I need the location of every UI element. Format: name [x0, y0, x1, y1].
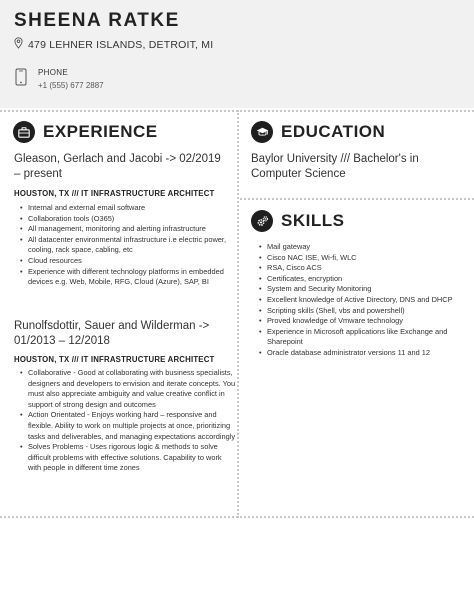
- list-item: • Mail gateway: [267, 242, 465, 253]
- experience-heading: [13, 121, 158, 143]
- list-item: • All management, monitoring and alerting infrastructure: [28, 224, 236, 235]
- list-item: • System and Security Monitoring: [267, 284, 465, 295]
- candidate-name: SHEENA RATKE: [14, 10, 180, 31]
- phone-label: PHONE: [38, 68, 68, 77]
- list-item: • Collaboration tools (O365): [28, 214, 236, 225]
- list-item: • Certificates, encryption: [267, 274, 465, 285]
- address-text: 479 LEHNER ISLANDS, DETROIT, MI: [28, 39, 214, 51]
- list-item: • Oracle database administrator versions 11 and 12: [267, 348, 465, 359]
- location-pin-icon: [14, 36, 23, 54]
- list-item: • All datacenter environmental infrastructure i.e electric power, cooling, rack space, cabling, etc: [28, 235, 236, 256]
- education-title: EDUCATION: [281, 122, 386, 141]
- divider-vertical: [237, 110, 239, 518]
- skills-heading: [251, 210, 344, 232]
- job-bullets-2: [18, 368, 236, 474]
- list-item: • Experience in Microsoft applications like Exchange and Sharepoint: [267, 327, 465, 348]
- list-item: • Excellent knowledge of Active Directory, DNS and DHCP: [267, 295, 465, 306]
- address-row: [14, 36, 213, 54]
- list-item: • Action Orientated - Enjoys working hard – responsive and flexible. Ability to work on multiple projects at once, prioritizing tasks and deliverables, and managing expectations accordingly: [28, 410, 236, 442]
- skills-title: SKILLS: [281, 211, 345, 230]
- job-title-1: Gleason, Gerlach and Jacobi -> 02/2019 – present: [14, 153, 221, 180]
- phone-icon: [14, 68, 28, 91]
- gears-icon: [251, 210, 273, 232]
- job-title-2: Runolfsdottir, Sauer and Wilderman -> 01/2013 – 12/2018: [14, 320, 210, 347]
- education-heading: [251, 121, 385, 143]
- job-meta-2: HOUSTON, TX /// IT INFRASTRUCTURE ARCHITECT: [14, 355, 215, 364]
- divider-bottom: [0, 516, 474, 518]
- briefcase-icon: [13, 121, 35, 143]
- list-item: • Experience with different technology platforms in embedded devices e.g. Web, Mobile, RFG, Cloud (Azure), SAP, BI: [28, 267, 236, 288]
- phone-block: [14, 68, 104, 91]
- job-meta-1: HOUSTON, TX /// IT INFRASTRUCTURE ARCHITECT: [14, 189, 215, 198]
- list-item: • Scripting skills (Shell, vbs and powershell): [267, 306, 465, 317]
- job-bullets-1: [18, 203, 236, 288]
- divider-right-mid: [240, 198, 474, 200]
- phone-number: +1 (555) 677 2887: [38, 81, 104, 90]
- list-item: • RSA, Cisco ACS: [267, 263, 465, 274]
- education-entry: Baylor University /// Bachelor's in Computer Science: [251, 153, 419, 180]
- graduation-cap-icon: [251, 121, 273, 143]
- list-item: • Proved knowledge of Vmware technology: [267, 316, 465, 327]
- list-item: • Internal and external email software: [28, 203, 236, 214]
- resume-header: [0, 0, 474, 108]
- list-item: • Collaborative - Good at collaborating with business specialists, designers and developers to envision and iterate concepts. You must also appreciate ambiguity and value creative conflict in support of strong design and outcomes: [28, 368, 236, 410]
- list-item: • Solves Problems - Uses rigorous logic & methods to solve difficult problems with effective solutions. Capability to work with people in different time zones: [28, 442, 236, 474]
- skills-list: [257, 242, 465, 359]
- list-item: • Cisco NAC ISE, Wi-fi, WLC: [267, 253, 465, 264]
- experience-title: EXPERIENCE: [43, 122, 158, 141]
- list-item: • Cloud resources: [28, 256, 236, 267]
